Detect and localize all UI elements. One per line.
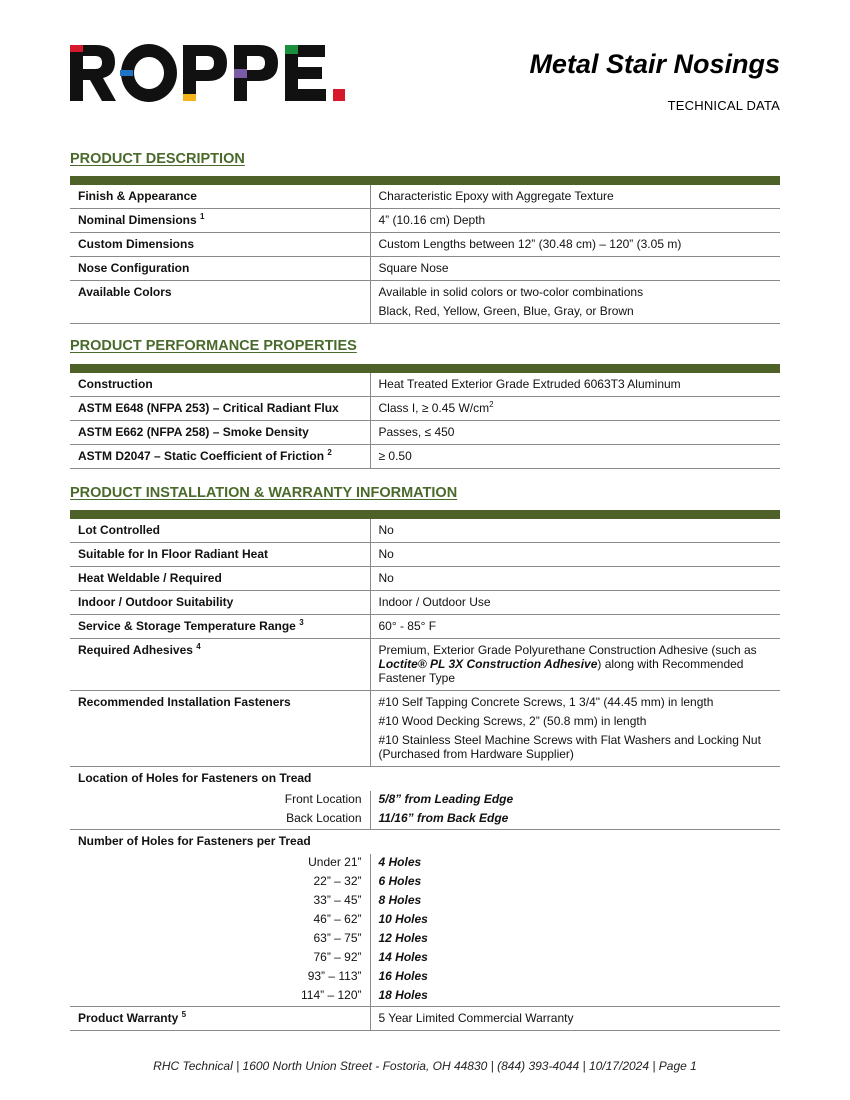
row-label: Available Colors (70, 281, 370, 324)
document-subtitle: TECHNICAL DATA (667, 98, 780, 113)
row-label: Suitable for In Floor Radiant Heat (70, 543, 370, 567)
row-label: Lot Controlled (70, 519, 370, 543)
table-row (70, 930, 780, 949)
section-heading-description: PRODUCT DESCRIPTION (70, 151, 245, 167)
row-value: Class I, ≥ 0.45 $W/cm^2$ (370, 397, 780, 421)
row-label: ASTM E648 (NFPA 253) – Critical Radiant Flux (70, 397, 370, 421)
section-bar-description (70, 176, 780, 185)
row-label: Front Location (70, 791, 370, 810)
row-label: Required Adhesives $^4$ (70, 639, 370, 691)
row-label: 76” – 92” (70, 949, 370, 968)
row-label: Indoor / Outdoor Suitability (70, 591, 370, 615)
row-label: Finish & Appearance (70, 185, 370, 209)
row-label: 93” – 113” (70, 968, 370, 987)
table-row (70, 591, 780, 615)
row-value: 16 Holes (378, 969, 428, 983)
footnote-marker: 5 (181, 1010, 187, 1019)
row-value: Square Nose (370, 257, 780, 281)
table-row (70, 209, 780, 233)
adhesive-product-name: Loctite® PL 3X Construction Adhesive (378, 657, 598, 671)
superscript: 2 (489, 400, 494, 409)
table-row (70, 445, 780, 469)
footnote-marker: 4 (196, 642, 201, 651)
table-row (70, 257, 780, 281)
row-value: No (370, 519, 780, 543)
row-value: 12 Holes (378, 931, 428, 945)
section-bar-performance (70, 364, 780, 373)
row-label: Product Warranty $^5$ (70, 1007, 370, 1031)
table-row (70, 373, 780, 397)
table-row (70, 987, 780, 1007)
table-row (70, 185, 780, 209)
table-row (70, 791, 780, 810)
row-value: 14 Holes (378, 950, 428, 964)
row-label: Nose Configuration (70, 257, 370, 281)
row-label: Recommended Installation Fasteners (70, 691, 370, 767)
table-row (70, 519, 780, 543)
row-value: No (370, 567, 780, 591)
table-row (70, 233, 780, 257)
hole-counts-title: Number of Holes for Fasteners per Tread (78, 834, 311, 848)
row-label: Service & Storage Temperature Range $^3$ (70, 615, 370, 639)
row-value: ≥ 0.50 (370, 445, 780, 469)
hole-locations-title: Location of Holes for Fasteners on Tread (78, 771, 312, 785)
row-value: Available in solid colors or two-color combinations Black, Red, Yellow, Green, Blue, Gray, or Brown (370, 281, 780, 324)
row-value: 18 Holes (370, 987, 780, 1007)
table-row (70, 968, 780, 987)
table-row (70, 421, 780, 445)
row-value: Characteristic Epoxy with Aggregate Texture (370, 185, 780, 209)
row-value: 60° - 85° F (370, 615, 780, 639)
section-heading-installation: PRODUCT INSTALLATION & WARRANTY INFORMATION (70, 485, 458, 501)
table-row (70, 281, 780, 324)
row-value: Premium, Exterior Grade Polyurethane Construction Adhesive (such as Loctite® PL 3X Construction Adhesive) along with Recommended Fastener Type (370, 639, 780, 691)
row-value: #10 Self Tapping Concrete Screws, 1 3/4" (44.45 mm) in length #10 Wood Decking Screws, 2” (50.8 mm) in length #10 Stainless Steel Machine Screws with Flat Washers and Locking Nut (Purchased from Hardware Supplier) (370, 691, 780, 767)
table-row (70, 615, 780, 639)
footnote-marker: 3 (299, 618, 304, 627)
roppe-logo (70, 42, 350, 104)
table-row (70, 397, 780, 421)
row-label: ASTM D2047 – Static Coefficient of Friction $^2$ (70, 445, 370, 469)
row-label: 63” – 75” (70, 930, 370, 949)
hole-locations-title-row (70, 767, 780, 792)
table-row (70, 639, 780, 691)
row-label: Heat Weldable / Required (70, 567, 370, 591)
footnote-marker: 2 (327, 448, 332, 457)
row-label: Custom Dimensions (70, 233, 370, 257)
row-label: 22” – 32” (70, 873, 370, 892)
page-footer: RHC Technical | 1600 North Union Street - Fostoria, OH 44830 | (844) 393-4044 | 10/17/2024 | Page 1 (153, 1059, 697, 1073)
row-label: Construction (70, 373, 370, 397)
table-row (70, 949, 780, 968)
row-value: No (370, 543, 780, 567)
row-label: 33” – 45” (70, 892, 370, 911)
row-label: Nominal Dimensions $^1$ (70, 209, 370, 233)
performance-table (70, 373, 780, 469)
row-value: Custom Lengths between 12” (30.48 cm) – 120” (3.05 m) (370, 233, 780, 257)
table-row (70, 892, 780, 911)
row-value: 5 Year Limited Commercial Warranty (370, 1007, 780, 1031)
row-label: 114” – 120” (70, 987, 370, 1007)
row-value: Heat Treated Exterior Grade Extruded 6063T3 Aluminum (370, 373, 780, 397)
row-label: Back Location (70, 810, 370, 830)
row-value: 5/8” from Leading Edge (378, 792, 514, 806)
row-value: 4 Holes (378, 855, 422, 869)
row-value: Passes, ≤ 450 (370, 421, 780, 445)
table-row (70, 1007, 780, 1031)
row-value: 8 Holes (378, 893, 422, 907)
row-value: Indoor / Outdoor Use (370, 591, 780, 615)
table-row (70, 810, 780, 830)
table-row (70, 543, 780, 567)
section-heading-performance: PRODUCT PERFORMANCE PROPERTIES (70, 338, 357, 354)
row-value: 10 Holes (378, 912, 428, 926)
table-row (70, 873, 780, 892)
section-bar-installation (70, 510, 780, 519)
description-table (70, 185, 780, 324)
row-label: Under 21” (70, 854, 370, 873)
table-row (70, 691, 780, 767)
row-value: 6 Holes (378, 874, 422, 888)
table-row (70, 911, 780, 930)
installation-table (70, 519, 780, 1031)
row-value: 11/16” from Back Edge (370, 810, 780, 830)
table-row (70, 854, 780, 873)
footnote-marker: 1 (200, 212, 205, 221)
hole-counts-title-row (70, 830, 780, 855)
row-label: ASTM E662 (NFPA 258) – Smoke Density (70, 421, 370, 445)
row-label: 46” – 62” (70, 911, 370, 930)
table-row (70, 567, 780, 591)
document-title: Metal Stair Nosings (529, 49, 780, 79)
roppe-logo-mark (70, 42, 350, 104)
row-value: 4” (10.16 cm) Depth (370, 209, 780, 233)
